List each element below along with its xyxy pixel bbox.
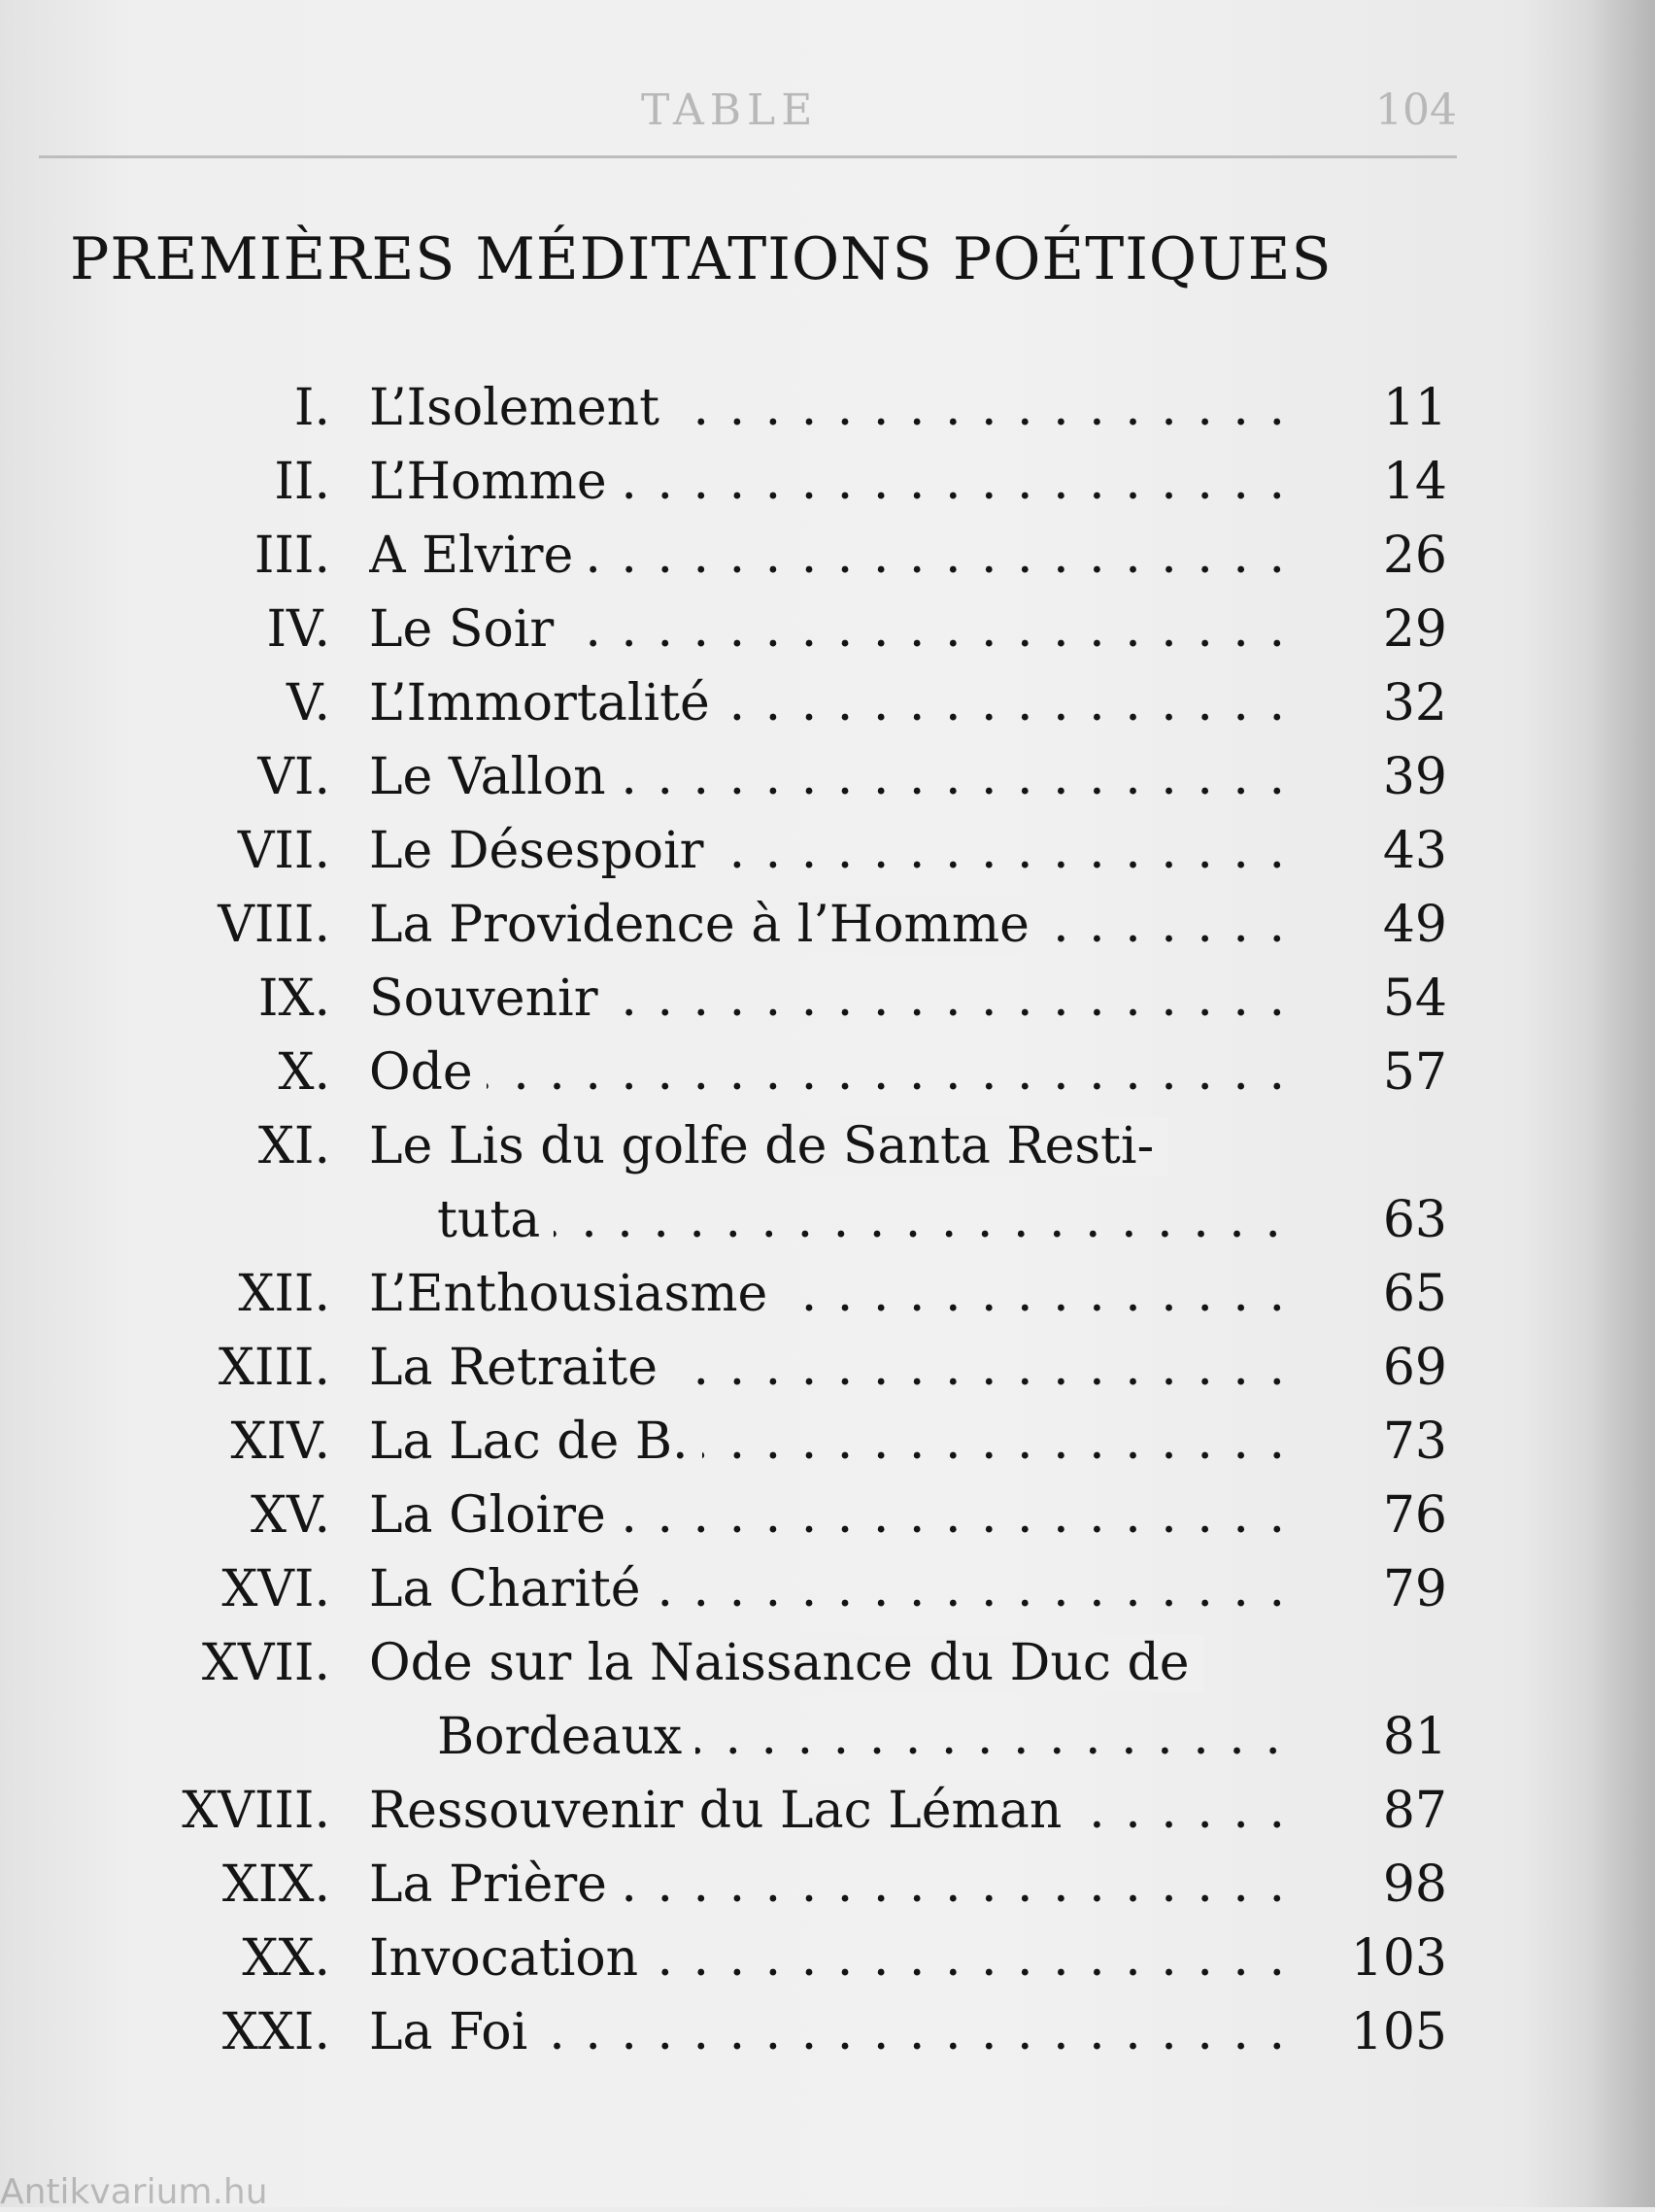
toc-entry-number: III. [253,527,330,585]
toc-entry-title-text: L’Homme [369,453,621,511]
toc-entry-page-number: 103 [1350,1929,1447,1988]
toc-entry-number: XII. [238,1265,330,1323]
toc-entry [0,1257,1655,1331]
toc-entry [0,1405,1655,1479]
toc-entry-number: XV. [250,1486,330,1545]
section-title: PREMIÈRES MÉDITATIONS POÉTIQUES [70,225,1333,293]
toc-entry-page-number: 32 [1382,674,1447,732]
toc-entry-number: V. [287,674,330,732]
toc-entry-page-number: 14 [1382,453,1447,511]
toc-entry [0,593,1655,666]
toc-entry-title [369,1331,1292,1405]
toc-entry-title-text: L’Enthousiasme [369,1265,781,1323]
toc-entry-number: XXI. [221,2003,330,2061]
toc-entry-title-text: Le Désespoir [369,822,718,880]
toc-entry-page-number: 98 [1382,1855,1447,1914]
toc-entry-title-continuation-text: tuta [437,1191,554,1249]
toc-entry-title-text: Souvenir [369,970,612,1028]
toc-entry [0,666,1655,740]
toc-entry-page-number: 69 [1382,1339,1447,1397]
toc-entry-title [369,740,1292,814]
toc-entry-title [369,1109,1292,1183]
toc-entry-number: XVI. [221,1560,330,1618]
toc-entry-title-text: Invocation [369,1929,652,1988]
toc-entry-page-number: 57 [1382,1043,1447,1102]
toc-entry-title [369,1405,1292,1479]
toc-entry-title-text: Ode [369,1043,487,1102]
toc-entry-title [369,371,1292,445]
toc-entry-page-number: 65 [1382,1265,1447,1323]
toc-entry [0,888,1655,962]
toc-entry-title [369,666,1292,740]
toc-entry-title-text: Ressouvenir du Lac Léman [369,1782,1075,1840]
toc-entry-title [369,1626,1292,1700]
toc-entry-title-text: La Prière [369,1855,621,1914]
toc-entry [0,1479,1655,1552]
toc-entry-number: VII. [237,822,330,880]
toc-entry-page-number: 29 [1382,600,1447,659]
toc-entry-number: XVII. [201,1634,330,1692]
toc-entry [0,1922,1655,1995]
toc-entry-page-number: 11 [1382,379,1447,437]
toc-entry-title [369,519,1292,593]
toc-entry [0,1774,1655,1848]
toc-entry-page-number: 79 [1382,1560,1447,1618]
toc-entry-title-text: L’Isolement [369,379,673,437]
toc-entry-title [369,1848,1292,1922]
toc-entry-page-number: 49 [1382,896,1447,954]
toc-entry-page-number: 81 [1382,1708,1447,1766]
toc-entry-title [369,962,1292,1036]
toc-entry-number: XI. [257,1117,330,1175]
toc-entry-title-text: Le Soir [369,600,567,659]
toc-entry-title [369,445,1292,519]
toc-entry-title-text: Le Vallon [369,748,620,806]
toc-entry [0,1848,1655,1922]
toc-entry-title [369,1774,1292,1848]
toc-entry [0,740,1655,814]
toc-entry-title-text: La Foi [369,2003,541,2061]
toc-entry-title-text: L’Immortalité [369,674,724,732]
toc-entry-title [369,1552,1292,1626]
running-head-page-number: 104 [1375,85,1457,135]
toc-entry-number: XX. [242,1929,330,1988]
toc-entry [0,1552,1655,1626]
running-head-title: TABLE [641,85,819,135]
toc-entry-title-text: Ode sur la Naissance du Duc de [369,1634,1203,1692]
toc-entry-number: XVIII. [182,1782,330,1840]
toc-entry-page-number: 76 [1382,1486,1447,1545]
toc-entry [0,445,1655,519]
toc-entry-number: II. [274,453,330,511]
toc-entry-number: I. [293,379,330,437]
toc-entry-page-number: 26 [1382,527,1447,585]
toc-entry [0,519,1655,593]
toc-entry-page-number: 63 [1382,1191,1447,1249]
toc-entry-title-text: La Retraite [369,1339,671,1397]
watermark: Antikvarium.hu [0,2172,268,2212]
header-rule [39,155,1457,158]
toc-entry-title-text: La Lac de B. [369,1412,702,1471]
toc-entry-title-text: Le Lis du golfe de Santa Resti- [369,1117,1167,1175]
toc-entry-continuation [0,1700,1655,1774]
toc-entry [0,1626,1655,1700]
toc-entry [0,1331,1655,1405]
toc-entry-title-continuation [437,1183,1292,1257]
toc-entry [0,1036,1655,1109]
toc-entry-title [369,1922,1292,1995]
toc-entry [0,814,1655,888]
toc-entry-title-text: La Charité [369,1560,655,1618]
toc-entry-title-text: A Elvire [369,527,587,585]
toc-entry-page-number: 73 [1382,1412,1447,1471]
toc-entry-number: XIV. [230,1412,330,1471]
toc-entry-title-continuation [437,1700,1292,1774]
toc-entry-number: VI. [257,748,330,806]
toc-entry-title-continuation-text: Bordeaux [437,1708,695,1766]
toc-entry-title [369,1995,1292,2069]
toc-entry [0,962,1655,1036]
toc-entry-number: IX. [257,970,330,1028]
toc-entry [0,1109,1655,1183]
toc-entry-number: VIII. [218,896,330,954]
toc-entry-title-text: La Providence à l’Homme [369,896,1043,954]
toc-entry-number: XIII. [218,1339,330,1397]
toc-entry-title [369,814,1292,888]
toc-entry-page-number: 54 [1382,970,1447,1028]
toc-entry-continuation [0,1183,1655,1257]
toc-entry-number: XIX. [221,1855,330,1914]
toc-entry-title [369,1479,1292,1552]
toc-entry-title [369,888,1292,962]
toc-entry-title [369,593,1292,666]
toc-entry-title [369,1257,1292,1331]
toc-entry-title-text: La Gloire [369,1486,620,1545]
running-head [39,85,1457,144]
toc-entry-number: IV. [266,600,330,659]
toc-entry-page-number: 39 [1382,748,1447,806]
toc-entry-title [369,1036,1292,1109]
toc-entry [0,1995,1655,2069]
toc-entry-page-number: 43 [1382,822,1447,880]
toc-entry-number: X. [278,1043,330,1102]
toc-entry [0,371,1655,445]
toc-entry-page-number: 105 [1350,2003,1447,2061]
toc-entry-page-number: 87 [1382,1782,1447,1840]
